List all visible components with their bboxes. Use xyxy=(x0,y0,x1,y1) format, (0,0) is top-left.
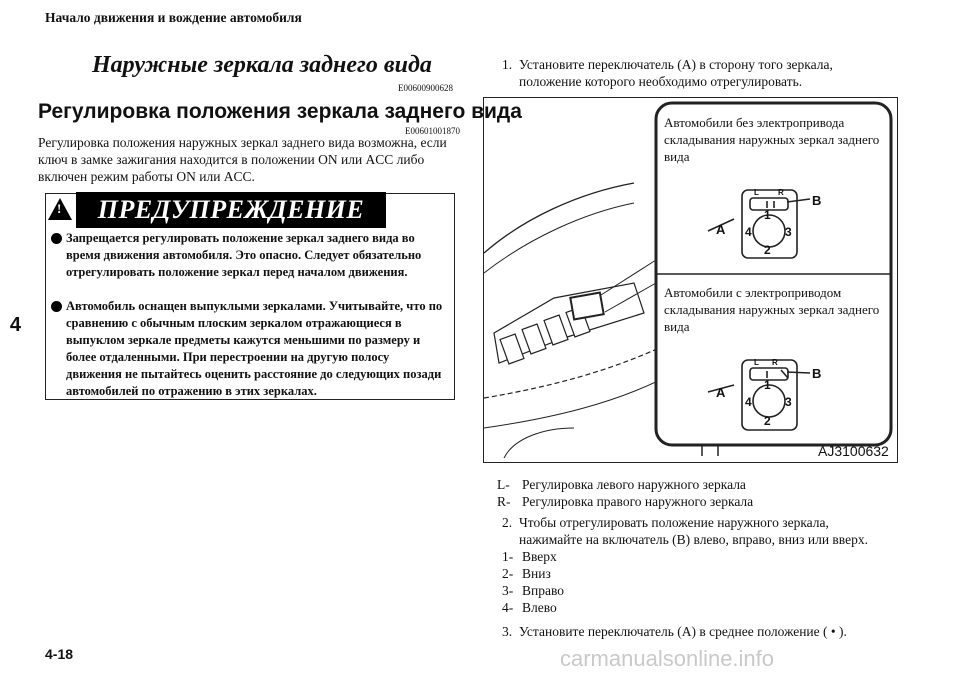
intro-paragraph: Регулировка положения наружных зеркал заднего вида возможна, если ключ в замке зажигания находится в положении ON или ACC либо включен режим работы ON или ACC. xyxy=(38,135,447,184)
section-code: E00600900628 xyxy=(398,83,453,93)
warning-triangle-icon: ! xyxy=(48,198,72,220)
step-2-num: 2. xyxy=(502,515,513,530)
caption-with-power-fold: Автомобили с электроприводом складывания наружных зеркал заднего вида xyxy=(664,285,880,334)
switch-num-1: 1 xyxy=(764,378,771,392)
switch-num-3: 3 xyxy=(785,395,792,409)
step-2-text: Чтобы отрегулировать положение наружного зеркала, нажимайте на включатель (B) влево, вправо, вниз или вверх. xyxy=(519,515,868,547)
legend-text: Вправо xyxy=(522,583,565,598)
warning-box xyxy=(45,193,455,400)
page-number: 4-18 xyxy=(45,646,74,662)
switch-num-4: 4 xyxy=(745,395,752,409)
legend-key: L- xyxy=(497,477,510,492)
switch-label-r: R xyxy=(772,358,778,367)
switch-num-3: 3 xyxy=(785,225,792,239)
warning-item: Запрещается регулировать положение зеркал заднего вида во время движения автомобиля. Это опасно. Следует обязательно отрегулировать положение зеркал перед началом движения. xyxy=(66,230,446,281)
caption-without-power-fold: Автомобили без электропривода складывания наружных зеркал заднего вида xyxy=(664,115,880,164)
section-title xyxy=(92,52,432,79)
legend-text: Вверх xyxy=(522,549,557,564)
subsection-title: Регулировка положения зеркала заднего вида xyxy=(38,100,522,123)
legend-text: Регулировка левого наружного зеркала xyxy=(522,477,746,492)
chapter-tab: 4 xyxy=(9,314,21,336)
legend-key: 1- xyxy=(502,549,514,564)
legend-key: 4- xyxy=(502,600,514,615)
legend-text: Регулировка правого наружного зеркала xyxy=(522,494,754,509)
step-1-num: 1. xyxy=(502,57,513,72)
switch-label-r: R xyxy=(778,188,784,197)
warning-title-text: ПРЕДУПРЕЖДЕНИЕ xyxy=(97,195,365,224)
label-b: B xyxy=(812,366,822,381)
warning-item: Автомобиль оснащен выпуклыми зеркалами. Учитывайте, что по сравнению с обычным плоским зеркалом отражающиеся в выпуклом зеркале предметы кажутся меньшими по размеру и более отдаленными. При перестроении на другую полосу движения не пытайтесь оценить расстояние до следующих позади автомобилей по отражению в этих зеркалах. xyxy=(66,298,446,400)
legend-text: Вниз xyxy=(522,566,551,581)
legend-text: Влево xyxy=(522,600,557,615)
step-3-num: 3. xyxy=(502,624,513,639)
page-header: Начало движения и вождение автомобиля xyxy=(45,10,302,25)
label-a: A xyxy=(716,385,726,400)
section-title-text: Наружные зеркала заднего вида xyxy=(92,52,432,78)
switch-label-l: L xyxy=(754,188,759,197)
switch-label-l: L xyxy=(754,358,759,367)
subsection-code: E00601001870 xyxy=(405,126,460,136)
legend-key: R- xyxy=(497,494,511,509)
switch-num-1: 1 xyxy=(764,208,771,222)
watermark: carmanualsonline.info xyxy=(560,646,775,671)
step-3-text: Установите переключатель (A) в среднее положение ( • ). xyxy=(519,624,847,639)
switch-num-2: 2 xyxy=(764,243,771,257)
warning-title xyxy=(57,192,386,228)
switch-num-2: 2 xyxy=(764,414,771,428)
bullet-icon xyxy=(51,301,62,312)
step-1-text: Установите переключатель (A) в сторону того зеркала, положение которого необходимо отрегулировать. xyxy=(519,57,833,89)
label-a: A xyxy=(716,222,726,237)
figure-mirror-switch xyxy=(483,97,898,463)
legend-key: 3- xyxy=(502,583,514,598)
switch-num-4: 4 xyxy=(745,225,752,239)
figure-code: AJ3100632 xyxy=(818,443,889,459)
legend-key: 2- xyxy=(502,566,514,581)
label-b: B xyxy=(812,193,822,208)
bullet-icon xyxy=(51,233,62,244)
